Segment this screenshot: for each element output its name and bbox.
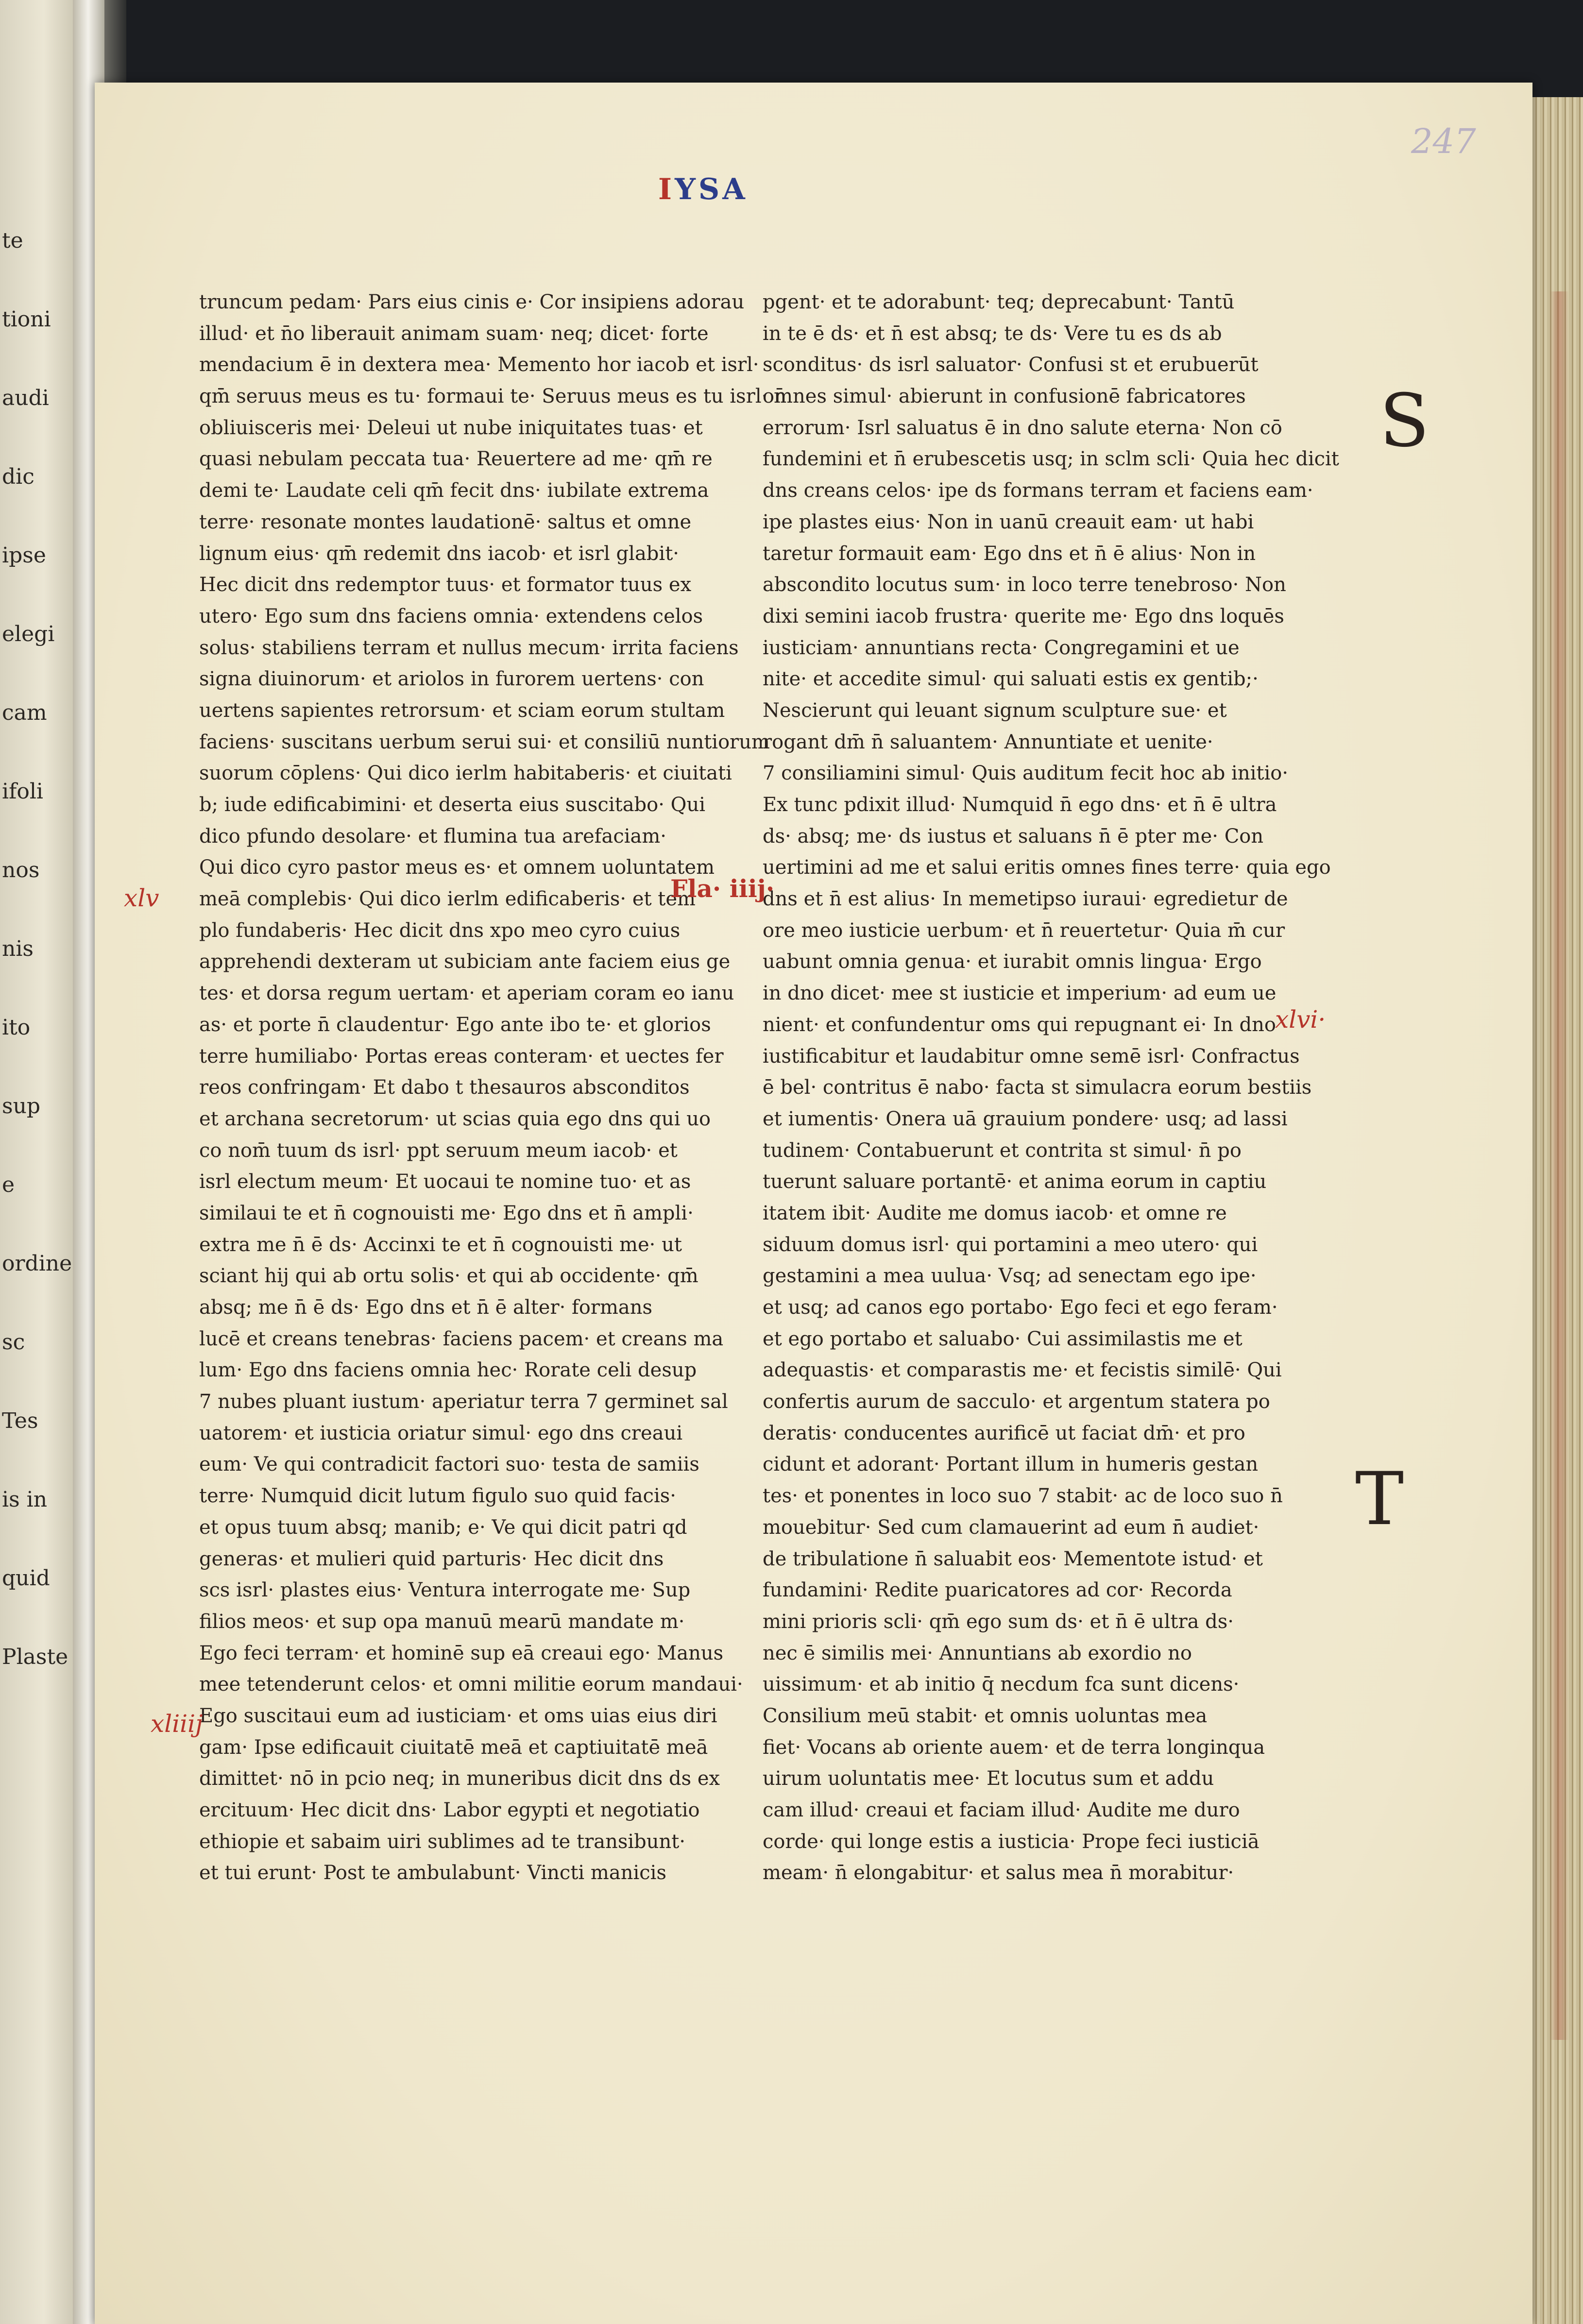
running-head-blue: YSA [675, 172, 748, 206]
text-line: meā complebis· Qui dico ierlm edificaberis· et tem [199, 888, 696, 911]
text-line: sconditus· ds isrl saluator· Confusi st et erubuerūt [763, 354, 1259, 376]
text-line: Consilium meū stabit· et omnis uoluntas mea [763, 1704, 1208, 1727]
text-line: utero· Ego sum dns faciens omnia· extendens celos [199, 605, 703, 628]
text-line: et usq; ad canos ego portabo· Ego feci et ego feram· [763, 1296, 1278, 1319]
text-line: pgent· et te adorabunt· teq; deprecabunt· Tantū [763, 291, 1235, 313]
text-line: mee tetenderunt celos· et omni militie eorum mandaui· [199, 1673, 743, 1696]
text-line: ercituum· Hec dicit dns· Labor egypti et negotiatio [199, 1799, 700, 1821]
text-line: 7 nubes pluant iustum· aperiatur terra 7 germinet sal [199, 1391, 728, 1413]
text-line: rogant dm̄ n̄ saluantem· Annuntiate et uenite· [763, 730, 1213, 753]
left-page-fragment: sup [2, 1094, 41, 1119]
text-line: Hec dicit dns redemptor tuus· et formator tuus ex [199, 574, 692, 596]
text-line: Qui dico cyro pastor meus es· et omnem uoluntatem [199, 856, 715, 879]
left-page-fragment: dic [2, 464, 34, 489]
marginal-rubric: Fla· iiij· [670, 874, 775, 903]
text-line: dixi semini iacob frustra· querite me· Ego dns loquēs [763, 605, 1284, 628]
left-page-fragment: e [2, 1172, 15, 1197]
text-line: uatorem· et iusticia oriatur simul· ego dns creaui [199, 1422, 683, 1444]
text-line: terre· Numquid dicit lutum figulo suo quid facis· [199, 1485, 676, 1508]
left-page-fragment: Tes [2, 1408, 38, 1433]
text-line: et iumentis· Onera uā grauium pondere· usq; ad lassi [763, 1107, 1288, 1130]
left-page-fragment: elegi [2, 622, 55, 646]
text-line: b; iude edificabimini· et deserta eius suscitabo· Qui [199, 794, 706, 816]
page-edge-stain [1549, 291, 1569, 2040]
text-line: in dno dicet· mee st iusticie et imperium· ad eum ue [763, 982, 1277, 1005]
text-line: fundamini· Redite puaricatores ad cor· Recorda [763, 1579, 1232, 1602]
text-line: demi te· Laudate celi qm̄ fecit dns· iubilate extrema [199, 479, 709, 502]
left-page-fragment: te [2, 228, 23, 253]
text-line: similaui te et n̄ cognouisti me· Ego dns et n̄ ampli· [199, 1202, 694, 1224]
text-line: et tui erunt· Post te ambulabunt· Vincti manicis [199, 1862, 666, 1884]
text-line: Nescierunt qui leuant signum sculpture sue· et [763, 699, 1227, 722]
text-line: ē bel· contritus ē nabo· facta st simulacra eorum bestiis [763, 1076, 1312, 1099]
text-line: signa diuinorum· et ariolos in furorem uertens· con [199, 668, 704, 691]
text-line: tes· et dorsa regum uertam· et aperiam coram eo ianu [199, 982, 734, 1005]
text-line: reos confringam· Et dabo t thesauros absconditos [199, 1076, 690, 1099]
text-line: lum· Ego dns faciens omnia hec· Rorate celi desup [199, 1359, 697, 1382]
text-line: uertens sapientes retrorsum· et sciam eorum stultam [199, 699, 725, 722]
text-line: obliuisceris mei· Deleui ut nube iniquitates tuas· et [199, 416, 703, 439]
text-line: plo fundaberis· Hec dicit dns xpo meo cyro cuius [199, 919, 681, 942]
left-page-fragment: tioni [2, 307, 51, 332]
text-line: ore meo iusticie uerbum· et n̄ reuertetur· Quia m̄ cur [763, 919, 1285, 942]
text-line: extra me n̄ ē ds· Accinxi te et n̄ cognouisti me· ut [199, 1233, 682, 1256]
text-line: qm̄ seruus meus es tu· formaui te· Seruus meus es tu isrl· n̄ [199, 385, 786, 408]
text-line: ipe plastes eius· Non in uanū creauit eam· ut habi [763, 510, 1254, 533]
text-line: mini prioris scli· qm̄ ego sum ds· et n̄ ē ultra ds· [763, 1610, 1234, 1633]
text-line: quasi nebulam peccata tua· Reuertere ad me· qm̄ re [199, 448, 713, 471]
text-line: scs isrl· plastes eius· Ventura interrogate me· Sup [199, 1579, 691, 1602]
text-line: Ego suscitaui eum ad iusticiam· et oms uias eius diri [199, 1704, 717, 1727]
text-line: terre humiliabo· Portas ereas conteram· et uectes fer [199, 1045, 724, 1068]
text-line: illud· et n̄o liberauit animam suam· neq; dicet· forte [199, 322, 709, 345]
text-line: tuerunt saluare portantē· et anima eorum in captiu [763, 1170, 1267, 1193]
text-line: Ego feci terram· et hominē sup eā creaui ego· Manus [199, 1642, 724, 1664]
text-line: sciant hij qui ab ortu solis· et qui ab occidente· qm̄ [199, 1265, 698, 1288]
text-line: filios meos· et sup opa manuū mearū mandate m· [199, 1610, 685, 1633]
text-line: co nom̄ tuum ds isrl· ppt seruum meum iacob· et [199, 1139, 678, 1162]
text-line: 7 consiliamini simul· Quis auditum fecit hoc ab initio· [763, 762, 1289, 785]
text-line: nec ē similis mei· Annuntians ab exordio no [763, 1642, 1192, 1664]
text-line: dns creans celos· ipe ds formans terram et faciens eam· [763, 479, 1313, 502]
text-line: tes· et ponentes in loco suo 7 stabit· ac de loco suo n̄ [763, 1485, 1283, 1508]
text-line: uertimini ad me et salui eritis omnes fines terre· quia ego [763, 856, 1331, 879]
left-page-fragment: nos [2, 858, 40, 882]
text-line: mendacium ē in dextera mea· Memento hor iacob et isrl· [199, 354, 759, 376]
text-line: siduum domus isrl· qui portamini a meo utero· qui [763, 1233, 1258, 1256]
text-line: cam illud· creaui et faciam illud· Audite me duro [763, 1799, 1240, 1821]
left-page-fragment: ito [2, 1015, 31, 1040]
text-line: fiet· Vocans ab oriente auem· et de terra longinqua [763, 1736, 1265, 1759]
text-line: deratis· conducentes aurificē ut faciat dm̄· et pro [763, 1422, 1245, 1444]
guide-letter: S [1379, 379, 1430, 463]
text-line: de tribulatione n̄ saluabit eos· Mementote istud· et [763, 1547, 1263, 1570]
text-line: confertis aurum de sacculo· et argentum statera po [763, 1391, 1270, 1413]
text-line: suorum cōplens· Qui dico ierlm habitaberis· et ciuitati [199, 762, 732, 785]
text-line: omnes simul· abierunt in confusionē fabricatores [763, 385, 1246, 408]
text-line: as· et porte n̄ claudentur· Ego ante ibo te· et glorios [199, 1013, 711, 1036]
left-page-fragment: ifoli [2, 779, 43, 804]
marginal-chapter-number: xlvi· [1275, 1005, 1326, 1034]
left-page-fragment: is in [2, 1487, 48, 1512]
text-line: iusticiam· annuntians recta· Congregamini et ue [763, 636, 1240, 659]
text-line: apprehendi dexteram ut subiciam ante faciem eius ge [199, 950, 731, 973]
text-line: dns et n̄ est alius· In memetipso iuraui· egredietur de [763, 888, 1288, 911]
text-line: abscondito locutus sum· in loco terre tenebroso· Non [763, 574, 1286, 596]
text-line: solus· stabiliens terram et nullus mecum· irrita faciens [199, 636, 739, 659]
text-line: errorum· Isrl saluatus ē in dno salute eterna· Non cō [763, 416, 1282, 439]
text-line: in te ē ds· et n̄ est absq; te ds· Vere tu es ds ab [763, 322, 1222, 345]
left-page-fragment: audi [2, 386, 49, 410]
marginal-chapter-number: xliiij [151, 1710, 203, 1738]
text-line: itatem ibit· Audite me domus iacob· et omne re [763, 1202, 1227, 1224]
text-line: meam· n̄ elongabitur· et salus mea n̄ morabitur· [763, 1862, 1234, 1884]
text-line: gestamini a mea uulua· Vsq; ad senectam ego ipe· [763, 1265, 1257, 1288]
folio-number: 247 [1411, 121, 1476, 161]
left-page-fragment: ordine [2, 1251, 72, 1276]
left-page-fragment: Plaste [2, 1645, 68, 1669]
marginal-chapter-number: xlv [124, 884, 159, 912]
left-page-fragment: ipse [2, 543, 46, 568]
text-line: tudinem· Contabuerunt et contrita st simul· n̄ po [763, 1139, 1242, 1162]
text-line: eum· Ve qui contradicit factori suo· testa de samiis [199, 1453, 699, 1476]
text-line: ethiopie et sabaim uiri sublimes ad te transibunt· [199, 1830, 686, 1853]
text-line: uirum uoluntatis mee· Et locutus sum et addu [763, 1767, 1214, 1790]
text-line: absq; me n̄ ē ds· Ego dns et n̄ ē alter· formans [199, 1296, 653, 1319]
left-page-fragment: sc [2, 1330, 25, 1355]
text-line: et opus tuum absq; manib; e· Ve qui dicit patri qd [199, 1516, 687, 1539]
text-line: gam· Ipse edificauit ciuitatē meā et captiuitatē meā [199, 1736, 708, 1759]
text-line: uissimum· et ab initio q̄ necdum fca sunt dicens· [763, 1673, 1240, 1696]
text-line: nite· et accedite simul· qui saluati estis ex gentib;· [763, 668, 1259, 691]
left-page-fragment: nis [2, 936, 34, 961]
text-line: et archana secretorum· ut scias quia ego dns qui uo [199, 1107, 711, 1130]
text-line: lignum eius· qm̄ redemit dns iacob· et isrl glabit· [199, 542, 679, 565]
guide-letter: T [1355, 1457, 1404, 1542]
text-line: nient· et confundentur oms qui repugnant ei· In dno [763, 1013, 1276, 1036]
text-line: ds· absq; me· ds iustus et saluans n̄ ē pter me· Con [763, 825, 1264, 848]
text-line: et ego portabo et saluabo· Cui assimilastis me et [763, 1327, 1243, 1350]
left-page-fragment: quid [2, 1566, 50, 1591]
text-line: cidunt et adorant· Portant illum in humeris gestan [763, 1453, 1259, 1476]
text-line: uabunt omnia genua· et iurabit omnis lingua· Ergo [763, 950, 1262, 973]
text-line: generas· et mulieri quid parturis· Hec dicit dns [199, 1547, 664, 1570]
text-line: iustificabitur et laudabitur omne semē isrl· Confractus [763, 1045, 1300, 1068]
left-page-sliver [0, 0, 73, 2324]
text-line: isrl electum meum· Et uocaui te nomine tuo· et as [199, 1170, 691, 1193]
text-line: fundemini et n̄ erubescetis usq; in sclm scli· Quia hec dicit [763, 448, 1339, 471]
text-line: mouebitur· Sed cum clamauerint ad eum n̄ audiet· [763, 1516, 1260, 1539]
running-head [658, 172, 748, 206]
text-line: truncum pedam· Pars eius cinis e· Cor insipiens adorau [199, 291, 745, 313]
text-line: taretur formauit eam· Ego dns et n̄ ē alius· Non in [763, 542, 1256, 565]
text-line: adequastis· et comparastis me· et fecistis similē· Qui [763, 1359, 1282, 1382]
text-line: lucē et creans tenebras· faciens pacem· et creans ma [199, 1327, 724, 1350]
text-line: corde· qui longe estis a iusticia· Prope feci iusticiā [763, 1830, 1260, 1853]
running-head-red: I [658, 172, 675, 206]
text-line: terre· resonate montes laudationē· saltus et omne [199, 510, 692, 533]
text-line: dimittet· nō in pcio neq; in muneribus dicit dns ds ex [199, 1767, 720, 1790]
text-line: Ex tunc pdixit illud· Numquid n̄ ego dns· et n̄ ē ultra [763, 794, 1277, 816]
left-page-fragment: cam [2, 700, 47, 725]
text-line: faciens· suscitans uerbum serui sui· et consiliū nuntiorum [199, 730, 770, 753]
text-line: dico pfundo desolare· et flumina tua arefaciam· [199, 825, 667, 848]
